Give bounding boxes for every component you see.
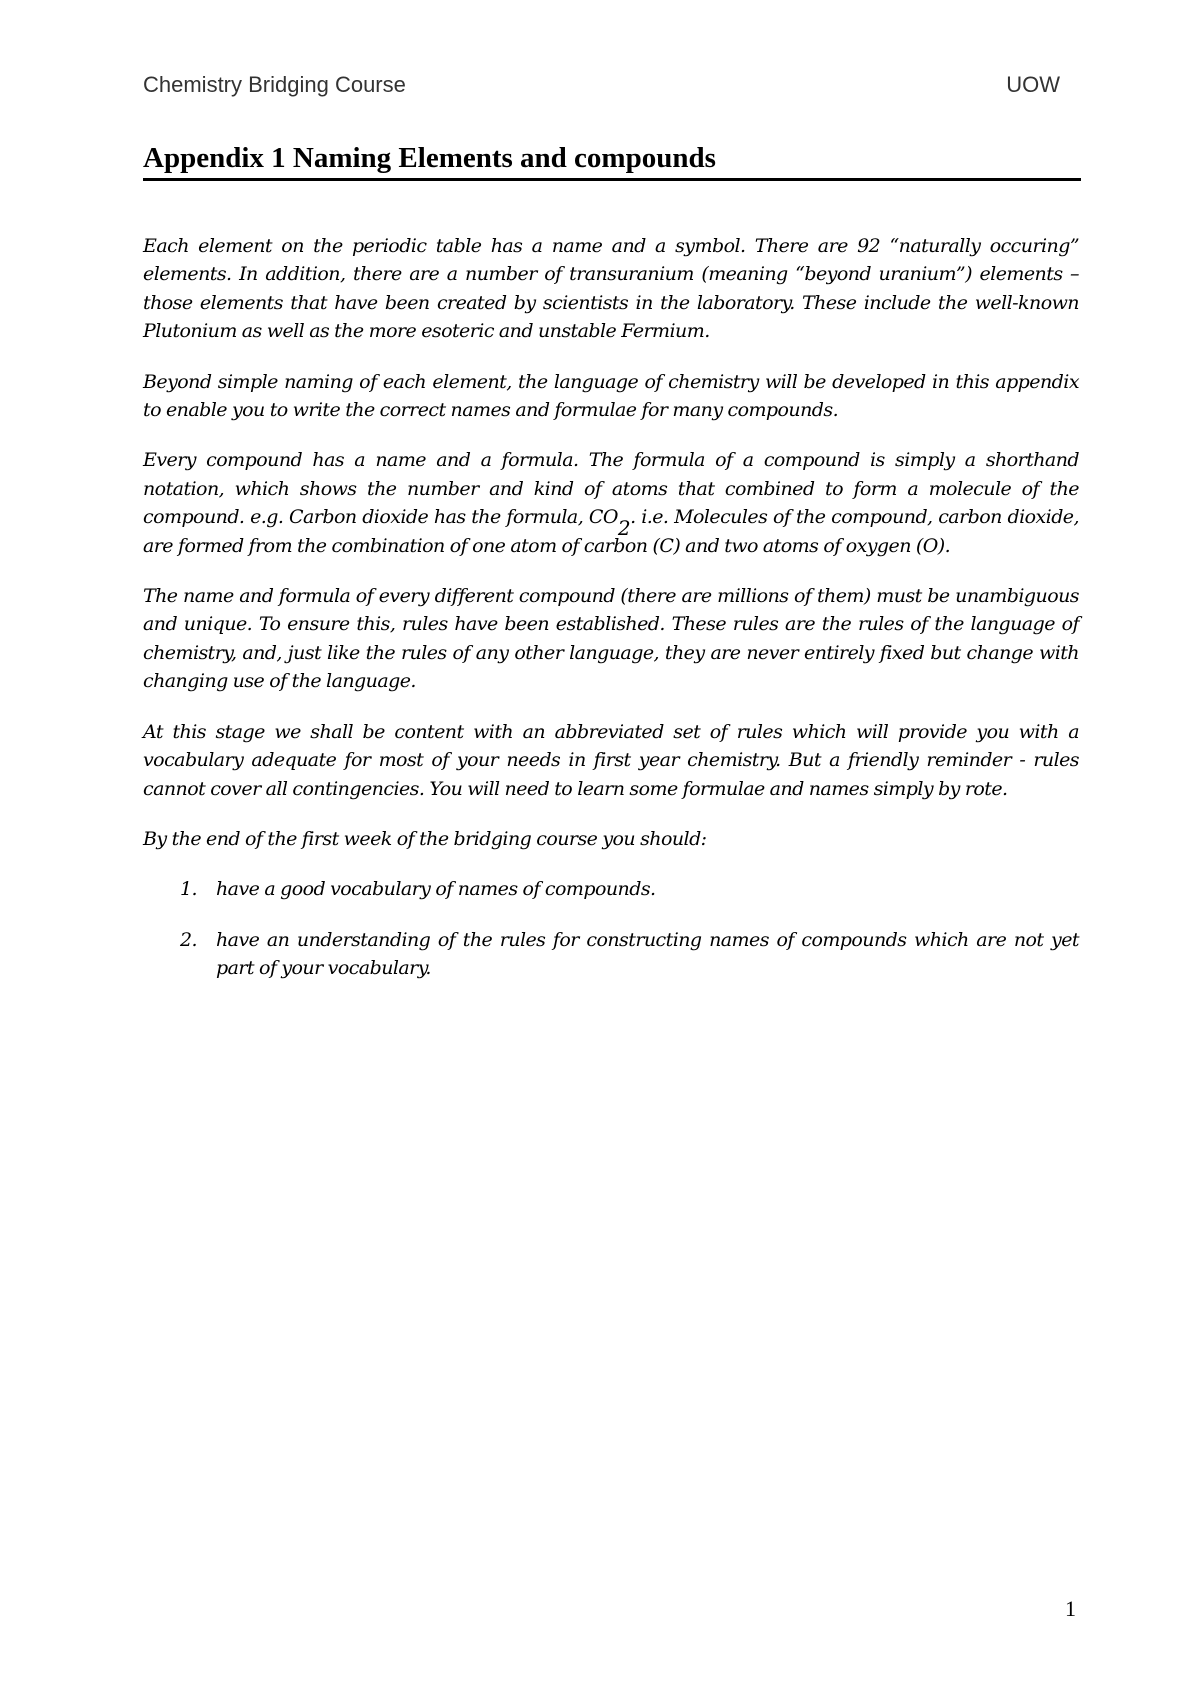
institution-name: UOW	[1006, 72, 1060, 97]
course-name: Chemistry Bridging Course	[143, 72, 406, 97]
running-header	[143, 72, 1060, 98]
body-text	[143, 232, 1079, 1005]
page-number: 1	[1065, 1596, 1076, 1621]
paragraph-vocabulary: At this stage we shall be content with an abbreviated set of rules which will provide you with a vocabulary adequate for most of your needs in first year chemistry. But a friendly reminder - rules cannot cover all contingencies. You will need to learn some formulae and names simply by rote.	[143, 720, 1079, 800]
paragraph-formula	[143, 446, 1079, 560]
formula-text-before: Every compound has a name and a formula. The formula of a compound is simply a shorthand notation, which shows the number and kind of atoms that combined to form a molecule of the compound. e.g. Carbon dioxide has the formula, CO	[143, 449, 1079, 529]
paragraph-rules: The name and formula of every different compound (there are millions of them) must be unambiguous and unique. To ensure this, rules have been established. These rules are the rules of the language of chemistry, and, just like the rules of any other language, they are never entirely fixed but change with changing use of the language.	[143, 585, 1079, 693]
formula-subscript: 2	[617, 516, 631, 541]
list-item-number: 2.	[180, 928, 198, 951]
list-item-number: 1.	[180, 878, 198, 901]
list-item-text: have a good vocabulary of names of compounds.	[216, 878, 656, 901]
paragraph-elements: Each element on the periodic table has a name and a symbol. There are 92 “naturally occuring” elements. In addition, there are a number of transuranium (meaning “beyond uranium”) elements – those elements that have been created by scientists in the laboratory. These include the well-known Plutonium as well as the more esoteric and unstable Fermium.	[143, 235, 1079, 343]
formula-text-after: . i.e. Molecules of the compound, carbon dioxide, are formed from the combination of one atom of carbon (C) and two atoms of oxygen (O).	[143, 506, 1079, 557]
paragraph-goals-intro: By the end of the first week of the bridging course you should:	[143, 827, 707, 850]
list-item-text: have an understanding of the rules for constructing names of compounds which are not yet part of your vocabulary.	[216, 928, 1079, 980]
goals-list	[143, 875, 1079, 982]
paragraph-language: Beyond simple naming of each element, the language of chemistry will be developed in this appendix to enable you to write the correct names and formulae for many compounds.	[143, 370, 1079, 422]
list-item	[143, 875, 1079, 903]
appendix-title: Appendix 1 Naming Elements and compounds	[143, 140, 1081, 181]
list-item	[143, 926, 1079, 983]
